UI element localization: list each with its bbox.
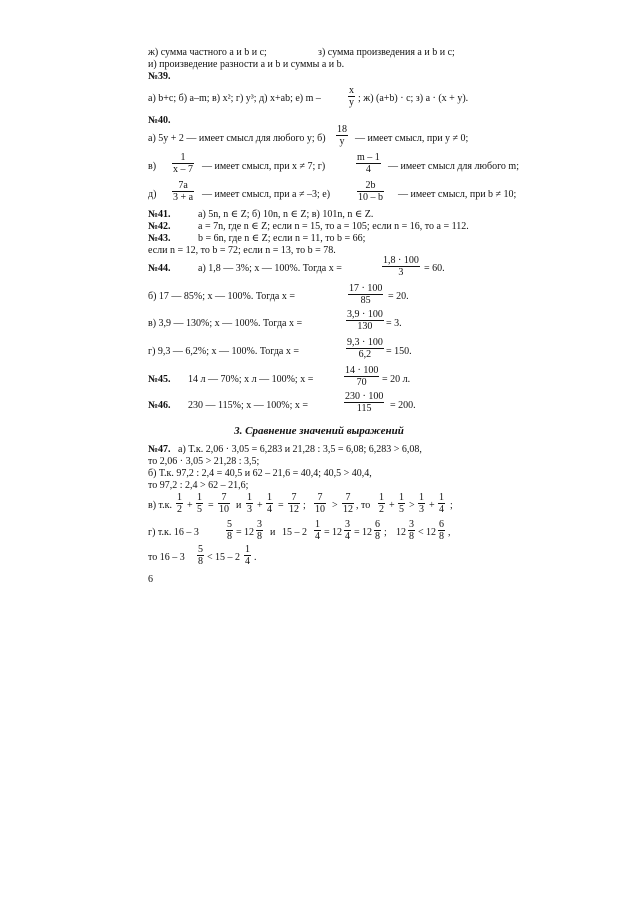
task-45-number: №45.: [148, 374, 171, 385]
task-40-g-tail: — имеет смысл для любого m;: [388, 161, 519, 172]
op-then: , то: [356, 500, 371, 511]
fraction-45: $\frac{14 \cdot 100}{70}$: [345, 365, 379, 388]
op-g-dot: .: [254, 552, 257, 563]
fraction-46: $\frac{230 \cdot 100}{115}$: [345, 391, 384, 414]
task-43-number: №43.: [148, 233, 171, 244]
task-44-b-res: = 20.: [388, 291, 409, 302]
op-g-12b: 12: [332, 527, 342, 538]
frac-v-12: $\frac{1}{4}$: [439, 492, 444, 515]
task-39-text: а) b+c; б) a–m; в) x²; г) y³; д) x+ab; е) m –: [148, 93, 321, 104]
task-41-text: а) 5n, n ∈ Z; б) 10n, n ∈ Z; в) 101n, n ∈ Z.: [198, 209, 374, 220]
task-46-text: 230 — 115%; x — 100%; x =: [188, 400, 308, 411]
op-semi-2: ;: [450, 500, 453, 511]
op-eq-2: =: [278, 500, 284, 511]
frac-v-10: $\frac{1}{5}$: [399, 492, 404, 515]
frac-v-1: $\frac{1}{2}$: [177, 492, 182, 515]
fraction-18-y: $\frac{18}{y}$: [337, 124, 347, 147]
task-43-text: b = 6n, где n ∈ Z; если n = 11, то b = 66;: [198, 233, 366, 244]
op-g-lt-2: <: [207, 552, 213, 563]
task-47-v: в) т.к.: [148, 500, 173, 511]
frac-g-3: $\frac{1}{4}$: [315, 519, 320, 542]
fraction-44a: $\frac{1,8 \cdot 100}{3}$: [383, 255, 419, 278]
op-plus-3: +: [389, 500, 395, 511]
op-g-lt: <: [418, 527, 424, 538]
task-44-g-res: = 150.: [386, 346, 412, 357]
fraction-44b: $\frac{17 \cdot 100}{85}$: [349, 283, 383, 306]
task-40-v: в): [148, 161, 157, 172]
frac-v-4: $\frac{1}{3}$: [247, 492, 252, 515]
frac-v-2: $\frac{1}{5}$: [197, 492, 202, 515]
frac-g-4: $\frac{3}{4}$: [345, 519, 350, 542]
frac-v-5: $\frac{1}{4}$: [267, 492, 272, 515]
op-plus-2: +: [257, 500, 263, 511]
fraction-1-x7: $\frac{1}{x - 7}$: [173, 152, 193, 175]
op-g-12d: 12: [396, 527, 406, 538]
op-g-12e: 12: [426, 527, 436, 538]
op-g-12c: 12: [362, 527, 372, 538]
op-g-eq-1: =: [236, 527, 242, 538]
frac-g-2: $\frac{3}{8}$: [257, 519, 262, 542]
task-45-text: 14 л — 70%; x л — 100%; x =: [188, 374, 314, 385]
fraction-44g: $\frac{9,3 \cdot 100}{6,2}$: [347, 337, 383, 360]
task-43-text2: если n = 12, то b = 72; если n = 13, то b = 78.: [148, 245, 336, 256]
op-plus-4: +: [429, 500, 435, 511]
frac-v-11: $\frac{1}{3}$: [419, 492, 424, 515]
task-46-res: = 200.: [390, 400, 416, 411]
task-47-number: №47.: [148, 444, 171, 455]
task-44-a-res: = 60.: [424, 263, 445, 274]
task-42-text: a = 7n, где n ∈ Z; если n = 15, то a = 105; если n = 16, то a = 112.: [198, 221, 469, 232]
task-47-a2: то 2,06 · 3,05 > 21,28 : 3,5;: [148, 456, 260, 467]
task-40-v-tail: — имеет смысл, при x ≠ 7; г): [202, 161, 326, 172]
task-40-d: д): [148, 189, 157, 200]
task-40-a: а) 5y + 2 — имеет смысл для любого y; б): [148, 133, 326, 144]
op-g-comma: ,: [448, 527, 451, 538]
frac-g-7: $\frac{6}{8}$: [439, 519, 444, 542]
frac-g-1: $\frac{5}{8}$: [227, 519, 232, 542]
task-44-v: в) 3,9 — 130%; x — 100%. Тогда x =: [148, 318, 303, 329]
task-39-tail: ; ж) (a+b) · c; з) a · (x + y).: [358, 93, 469, 104]
op-g-12a: 12: [244, 527, 254, 538]
task-40-e-tail: — имеет смысл, при b ≠ 10;: [398, 189, 517, 200]
task-47-g-then: то 16 – 3: [148, 552, 185, 563]
op-plus-1: +: [187, 500, 193, 511]
task-44-v-res: = 3.: [386, 318, 402, 329]
op-g-15b: 15 – 2: [215, 552, 240, 563]
task-47-a: а) Т.к. 2,06 · 3,05 = 6,283 и 21,28 : 3,5 = 6,08; 6,283 > 6,08,: [178, 444, 422, 455]
task-44-b: б) 17 — 85%; x — 100%. Тогда x =: [148, 291, 295, 302]
op-g-semi: ;: [384, 527, 387, 538]
frac-v-9: $\frac{1}{2}$: [379, 492, 384, 515]
fraction-44v: $\frac{3,9 \cdot 100}{130}$: [347, 309, 383, 332]
frac-g-9: $\frac{1}{4}$: [245, 544, 250, 567]
task-46-number: №46.: [148, 400, 171, 411]
fraction-7a-3a: $\frac{7a}{3 + a}$: [173, 180, 194, 203]
task-44-number: №44.: [148, 263, 171, 274]
op-semi: ;: [303, 500, 306, 511]
frac-v-8: $\frac{7}{12}$: [343, 492, 353, 515]
line-i: и) произведение разности a и b и суммы a и b.: [148, 59, 345, 70]
frac-g-5: $\frac{6}{8}$: [375, 519, 380, 542]
op-and: и: [236, 500, 242, 511]
task-47-b2: то 97,2 : 2,4 > 62 – 21,6;: [148, 480, 249, 491]
task-40-b-tail: — имеет смысл, при y ≠ 0;: [355, 133, 469, 144]
frac-v-7: $\frac{7}{10}$: [315, 492, 325, 515]
op-gt-1: >: [332, 500, 338, 511]
fraction-m1-4: $\frac{m - 1}{4}$: [357, 152, 380, 175]
task-44-g: г) 9,3 — 6,2%; x — 100%. Тогда x =: [148, 346, 299, 357]
task-47-b: б) Т.к. 97,2 : 2,4 = 40,5 и 62 – 21,6 = 40,4; 40,5 > 40,4,: [148, 468, 372, 479]
page-number: 6: [148, 574, 153, 585]
line-zh: ж) сумма частного a и b и c;: [148, 47, 267, 58]
task-40-number: №40.: [148, 115, 171, 126]
task-42-number: №42.: [148, 221, 171, 232]
line-z: з) сумма произведения a и b и c;: [318, 47, 455, 58]
op-eq-1: =: [208, 500, 214, 511]
op-g-and: и: [270, 527, 276, 538]
task-45-res: = 20 л.: [382, 374, 411, 385]
op-g-15: 15 – 2: [282, 527, 307, 538]
op-g-eq-3: =: [354, 527, 360, 538]
frac-g-8: $\frac{5}{8}$: [198, 544, 203, 567]
fraction-x-y: $\frac{x}{y}$: [349, 85, 354, 108]
task-44-a: а) 1,8 — 3%; x — 100%. Тогда x =: [198, 263, 342, 274]
fraction-2b-10b: $\frac{2b}{10 - b}$: [358, 180, 383, 203]
task-40-d-tail: — имеет смысл, при a ≠ –3; е): [202, 189, 331, 200]
op-gt-2: >: [409, 500, 415, 511]
task-47-g: г) т.к. 16 – 3: [148, 527, 199, 538]
section-heading: 3. Сравнение значений выражений: [234, 425, 404, 437]
frac-v-6: $\frac{7}{12}$: [289, 492, 299, 515]
frac-g-6: $\frac{3}{8}$: [409, 519, 414, 542]
frac-v-3: $\frac{7}{10}$: [219, 492, 229, 515]
op-g-eq-2: =: [324, 527, 330, 538]
task-39-number: №39.: [148, 71, 171, 82]
task-41-number: №41.: [148, 209, 171, 220]
